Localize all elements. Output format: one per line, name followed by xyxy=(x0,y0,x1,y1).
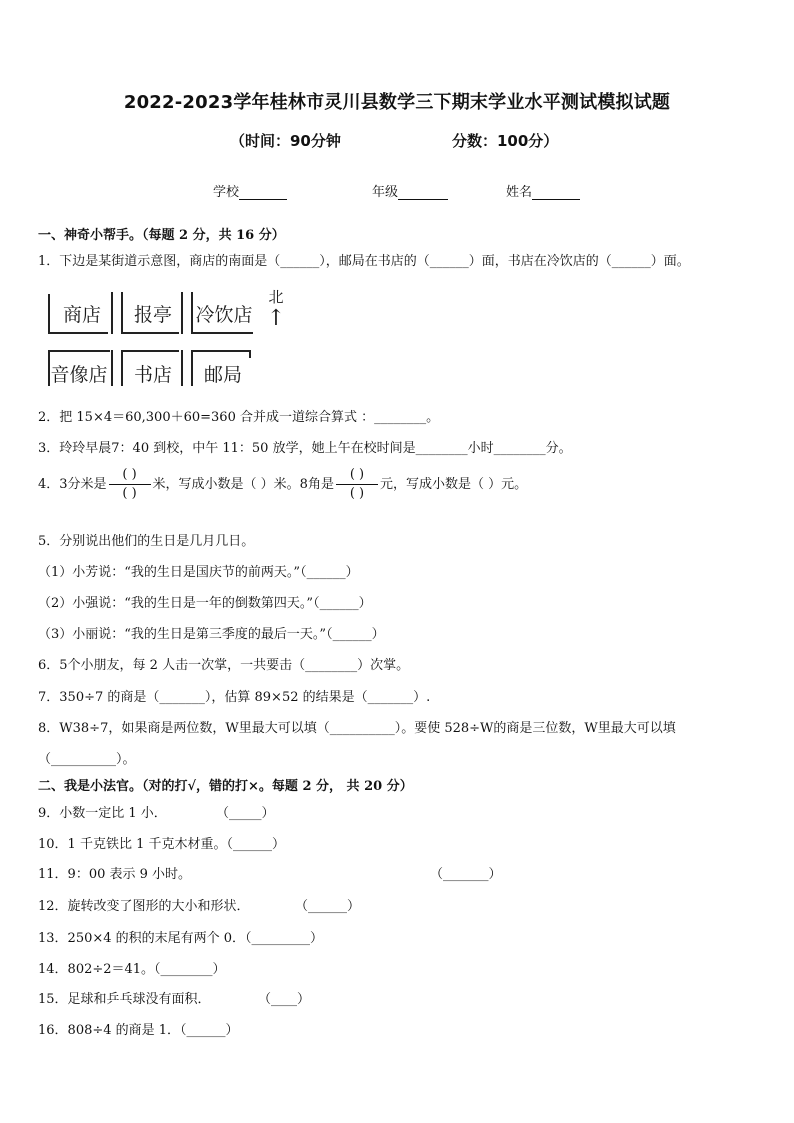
question-5-3: （3）小丽说：“我的生日是第三季度的最后一天。”（______） xyxy=(38,627,385,642)
question-8-continued: （__________）。 xyxy=(38,752,136,767)
north-arrow-icon: ↑ xyxy=(266,306,286,331)
map-bookstore: 书店 xyxy=(133,364,172,386)
grade-blank[interactable] xyxy=(398,185,448,200)
question-13: 13．250×4 的积的末尾有两个 0．（_________） xyxy=(38,931,324,946)
name-blank[interactable] xyxy=(532,185,580,200)
page-title: 2022-2023学年桂林市灵川县数学三下期末学业水平测试模拟试题 xyxy=(123,92,671,113)
fraction-2[interactable] xyxy=(336,467,378,502)
question-9: 9．小数一定比 1 小． xyxy=(38,806,167,821)
question-2: 2．把 15×4＝60,300＋60=360 合并成一道综合算式 ：________。 xyxy=(38,410,440,425)
fraction-1-denominator[interactable]: ( ) xyxy=(122,486,137,501)
q4-suffix: 元，写成小数是（ ）元。 xyxy=(379,477,528,492)
question-5-2: （2）小强说：“我的生日是一年的倒数第四天。”（______） xyxy=(38,596,372,611)
grade-field[interactable] xyxy=(372,181,448,200)
fraction-1[interactable] xyxy=(109,467,151,502)
question-4 xyxy=(38,467,527,502)
q4-prefix: 4．3分米是 xyxy=(38,477,107,492)
map-newsstand: 报亭 xyxy=(133,304,172,326)
question-15-blank[interactable]: （____） xyxy=(258,992,311,1007)
fraction-2-denominator[interactable]: ( ) xyxy=(349,486,365,501)
school-label: 学校 xyxy=(213,185,240,200)
question-5: 5．分别说出他们的生日是几月几日。 xyxy=(38,534,255,549)
fraction-2-numerator[interactable]: ( ) xyxy=(349,467,365,482)
school-blank[interactable] xyxy=(239,185,287,200)
question-6: 6．5个小朋友，每 2 人击一次掌，一共要击（________）次掌。 xyxy=(38,658,410,673)
section-2-title: 二、我是小法官。（对的打√，错的打×。每题 2 分， 共 20 分） xyxy=(38,779,413,794)
question-12: 12．旋转改变了图形的大小和形状． xyxy=(38,899,250,914)
name-label: 姓名 xyxy=(506,185,533,200)
question-11: 11．9：00 表示 9 小时。 xyxy=(38,867,192,882)
exam-score: 分数：100分） xyxy=(452,132,559,150)
question-16: 16．808÷4 的商是 1．（______） xyxy=(38,1023,239,1038)
school-field[interactable] xyxy=(213,181,287,200)
question-1: 1．下边是某街道示意图，商店的南面是（______），邮局在书店的（______）面，书店在冷饮店的（______）面。 xyxy=(38,254,690,269)
map-cold-drink-shop: 冷饮店 xyxy=(195,304,253,326)
q4-mid: 米，写成小数是（ ）米。8角是 xyxy=(152,477,334,492)
question-3: 3．玲玲早晨7：40 到校，中午 11：50 放学，她上午在校时间是________小时________分。 xyxy=(38,441,572,456)
question-7: 7．350÷7 的商是（_______），估算 89×52 的结果是（_______）. xyxy=(38,690,431,705)
question-10: 10．1 千克铁比 1 千克木材重。（______） xyxy=(38,837,285,852)
name-field[interactable] xyxy=(506,181,580,200)
map-store: 商店 xyxy=(62,304,101,326)
question-12-blank[interactable]: （______） xyxy=(295,899,361,914)
north-label: 北 xyxy=(268,288,284,306)
fraction-1-numerator[interactable]: ( ) xyxy=(122,467,137,482)
question-9-blank[interactable]: （_____） xyxy=(216,806,275,821)
question-11-blank[interactable]: （_______） xyxy=(430,867,502,882)
question-14: 14．802÷2＝41。（________） xyxy=(38,962,226,977)
grade-label: 年级 xyxy=(372,185,399,200)
question-8: 8．W38÷7，如果商是两位数，W里最大可以填（__________）。要使 528÷W的商是三位数，W里最大可以填 xyxy=(38,721,676,736)
map-music-store: 音像店 xyxy=(50,364,108,386)
section-1-title: 一、神奇小帮手。（每题 2 分，共 16 分） xyxy=(38,228,285,243)
street-map xyxy=(45,288,295,388)
question-5-1: （1）小芳说：“我的生日是国庆节的前两天。”（______） xyxy=(38,565,359,580)
exam-time: （时间：90分钟 xyxy=(230,132,341,150)
question-15: 15．足球和乒乓球没有面积． xyxy=(38,992,211,1007)
map-post-office: 邮局 xyxy=(203,364,242,386)
